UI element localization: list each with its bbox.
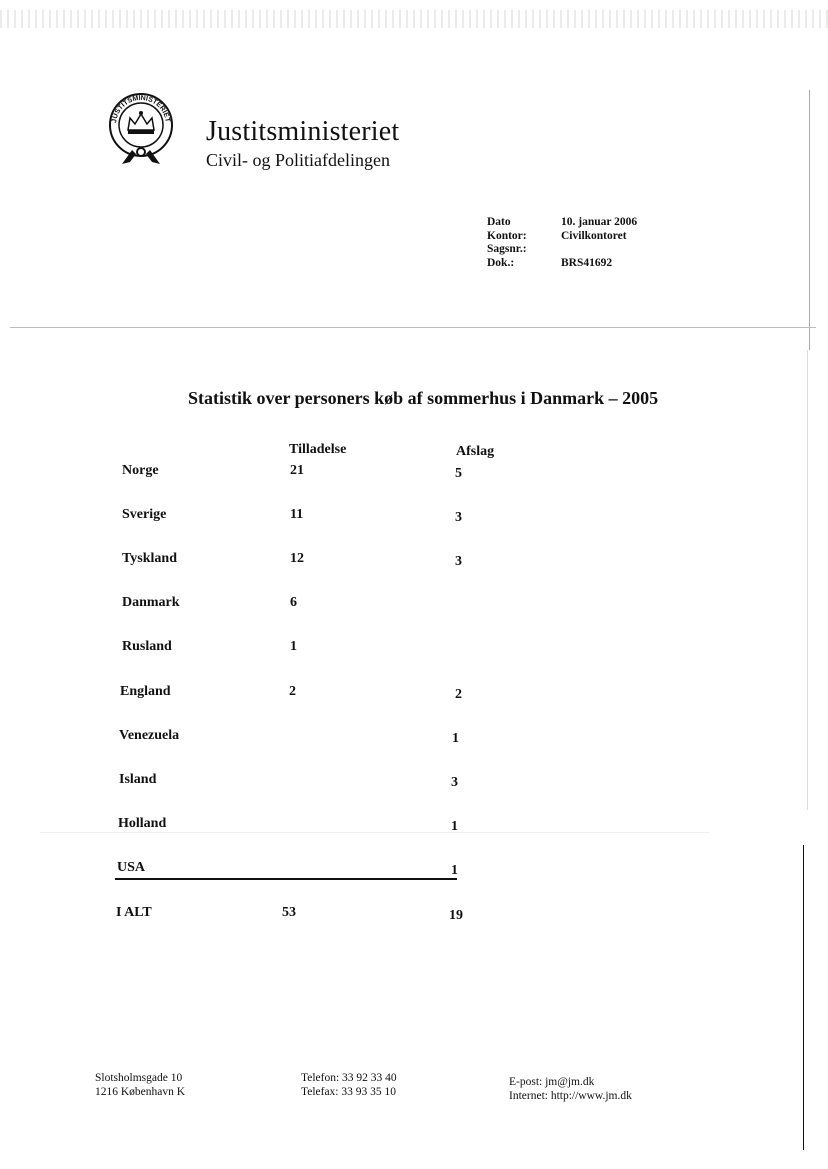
scan-edge-line: [809, 90, 810, 350]
meta-label: Sagsnr.:: [487, 243, 527, 255]
rejection-cell: 3: [455, 510, 462, 525]
country-cell: Venezuela: [119, 728, 180, 743]
country-cell: Holland: [118, 816, 167, 831]
meta-value: BRS41692: [561, 256, 613, 269]
rejection-cell: 3: [455, 554, 462, 569]
meta-label: Dato: [487, 216, 511, 228]
table-row: [0, 551, 828, 573]
country-cell: Norge: [122, 463, 159, 478]
permission-cell: 6: [290, 595, 297, 610]
table-row: [0, 684, 828, 706]
country-cell: Sverige: [122, 507, 167, 522]
country-cell: Danmark: [122, 595, 180, 610]
column-header-rejection: Afslag: [456, 444, 495, 459]
total-permission: 53: [282, 905, 296, 920]
table-row: [0, 595, 828, 617]
footer-phone: [301, 1071, 397, 1099]
phone-line: Telefon: 33 92 33 40: [301, 1072, 397, 1084]
country-cell: Tyskland: [122, 551, 177, 566]
total-label: I ALT: [116, 905, 152, 920]
meta-row-doc: [487, 257, 637, 271]
scan-edge-line: [803, 845, 804, 1150]
meta-value: Civilkontoret: [561, 229, 627, 242]
country-cell: England: [120, 684, 171, 699]
ministry-seal-logo: [108, 92, 174, 172]
permission-cell: 11: [290, 507, 304, 522]
document-title: Statistik over personers køb af sommerhus i Danmark – 2005: [188, 388, 659, 408]
table-row: [0, 507, 828, 529]
rejection-cell: 5: [455, 466, 462, 481]
country-cell: USA: [117, 860, 146, 875]
table-row: [0, 639, 828, 661]
table-row: [0, 816, 828, 838]
rejection-cell: 1: [451, 819, 458, 834]
fax-line: Telefax: 33 93 35 10: [301, 1086, 397, 1098]
meta-label: Kontor:: [487, 229, 527, 242]
country-cell: Island: [119, 772, 157, 787]
scan-edge-noise: [0, 10, 828, 28]
web-line: Internet: http://www.jm.dk: [509, 1090, 632, 1102]
permission-cell: 2: [289, 684, 296, 699]
header-divider: [10, 327, 816, 328]
table-row: [0, 463, 828, 485]
address-line: 1216 København K: [95, 1086, 186, 1098]
permission-cell: 12: [290, 551, 304, 566]
rejection-cell: 2: [455, 687, 462, 702]
rejection-cell: 1: [451, 863, 458, 878]
table-row: [0, 728, 828, 750]
total-row: [0, 905, 828, 927]
permission-cell: 21: [290, 463, 304, 478]
total-rejection: 19: [449, 908, 463, 923]
rejection-cell: 1: [452, 731, 459, 746]
total-underline: [115, 878, 457, 880]
document-meta: [487, 216, 637, 270]
footer-contact: [509, 1075, 632, 1103]
meta-row-case: [487, 243, 637, 257]
column-header-permission: Tilladelse: [289, 442, 347, 457]
country-cell: Rusland: [122, 639, 172, 654]
ministry-name: Justitsministeriet: [206, 116, 400, 147]
permission-cell: 1: [290, 639, 297, 654]
seal-text: JUSTITSMINISTERIET: [111, 94, 171, 124]
meta-value: 10. januar 2006: [561, 216, 638, 228]
footer-address: [95, 1071, 185, 1099]
meta-label: Dok.:: [487, 256, 515, 269]
rejection-cell: 3: [451, 775, 458, 790]
table-row: [0, 772, 828, 794]
email-line: E-post: jm@jm.dk: [509, 1076, 595, 1088]
meta-row-office: [487, 230, 637, 244]
ministry-department: Civil- og Politiafdelingen: [206, 150, 390, 170]
address-line: Slotsholmsgade 10: [95, 1072, 183, 1084]
meta-row-date: [487, 216, 637, 230]
